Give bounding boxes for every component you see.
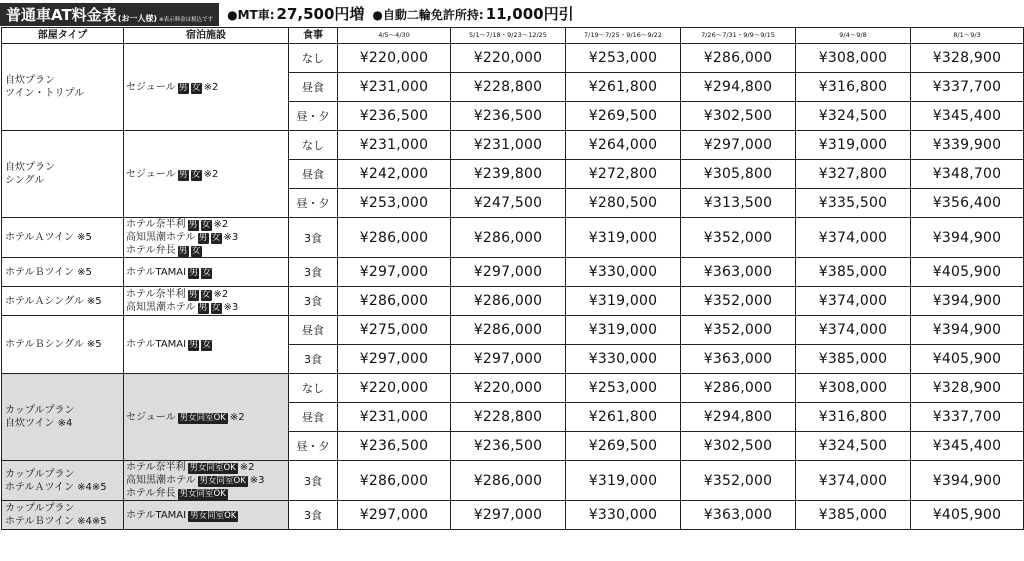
gender-badges: [186, 462, 238, 473]
price-cell: ¥385,000: [796, 258, 911, 287]
price-cell: ¥269,500: [566, 432, 681, 461]
gender-badges: [186, 510, 238, 521]
price-cell: ¥247,500: [451, 189, 566, 218]
table-row: [2, 258, 1024, 287]
gender-badge: 女: [201, 290, 211, 300]
table-row: [2, 374, 1024, 403]
footnote-ref: ※2: [229, 411, 245, 423]
hotel-name: ホテル弁長: [126, 488, 176, 499]
price-cell: ¥261,800: [566, 73, 681, 102]
meal-cell: 3食: [289, 345, 338, 374]
gender-badge: 男: [198, 233, 208, 243]
price-cell: ¥242,000: [338, 160, 451, 189]
hotel-name: ホテルTAMAI: [126, 266, 187, 278]
hotel-line: [126, 474, 288, 487]
price-cell: ¥319,000: [796, 131, 911, 160]
gender-badges: [186, 289, 212, 300]
price-cell: ¥348,700: [911, 160, 1024, 189]
hotel-name: セジュール: [126, 411, 176, 423]
tax-note: ※表示料金は税込です: [159, 17, 214, 23]
room-type-cell: [2, 218, 124, 258]
hotel-name: 高知黒潮ホテル: [126, 302, 196, 313]
accommodation-cell: [124, 461, 289, 501]
price-table: [1, 27, 1024, 530]
price-cell: ¥236,500: [338, 432, 451, 461]
hotel-name: 高知黒潮ホテル: [126, 475, 196, 486]
gender-badge: 男: [188, 220, 198, 230]
price-cell: ¥220,000: [338, 374, 451, 403]
price-cell: ¥374,000: [796, 461, 911, 501]
hotel-name: セジュール: [126, 168, 176, 180]
accommodation-cell: [124, 501, 289, 530]
hotel-line: [126, 301, 288, 314]
gender-badge: 男女同室OK: [199, 476, 246, 486]
meal-cell: 3食: [289, 461, 338, 501]
col-period-6: 8/1～9/3: [911, 28, 1024, 44]
price-cell: ¥286,000: [451, 461, 566, 501]
price-cell: ¥253,000: [338, 189, 451, 218]
gender-badges: [186, 219, 212, 230]
price-cell: ¥236,500: [451, 432, 566, 461]
meal-cell: 3食: [289, 501, 338, 530]
room-type-cell: [2, 374, 124, 461]
price-cell: ¥272,800: [566, 160, 681, 189]
hotel-name: ホテル弁長: [126, 245, 176, 256]
price-cell: ¥337,700: [911, 73, 1024, 102]
gender-badge: 男女同室OK: [179, 412, 226, 423]
price-cell: ¥394,900: [911, 218, 1024, 258]
price-cell: ¥313,500: [681, 189, 796, 218]
meal-cell: なし: [289, 131, 338, 160]
col-room-type: 部屋タイプ: [2, 28, 124, 44]
hotel-line: [126, 218, 288, 231]
gender-badges: [176, 245, 202, 256]
accommodation-cell: [124, 131, 289, 218]
table-row: [2, 316, 1024, 345]
gender-badge: 女: [191, 246, 201, 256]
price-cell: ¥335,500: [796, 189, 911, 218]
gender-badge: 男女同室OK: [179, 489, 226, 499]
room-type-cell: [2, 461, 124, 501]
hotel-name: ホテルTAMAI: [126, 509, 187, 521]
accommodation-cell: [124, 374, 289, 461]
price-cell: ¥339,900: [911, 131, 1024, 160]
gender-badge: 女: [201, 220, 211, 230]
price-cell: ¥269,500: [566, 102, 681, 131]
footnote-ref: ※2: [213, 219, 229, 230]
price-cell: ¥231,000: [338, 73, 451, 102]
price-cell: ¥330,000: [566, 501, 681, 530]
gender-badges: [176, 82, 202, 93]
gender-badges: [196, 475, 248, 486]
room-type-line: カップルプラン: [5, 468, 75, 480]
accommodation-cell: [124, 44, 289, 131]
meal-cell: 昼食: [289, 160, 338, 189]
mt-surcharge: [227, 3, 364, 24]
hotel-line: [126, 461, 288, 474]
hotel-line: [126, 231, 288, 244]
meal-cell: なし: [289, 374, 338, 403]
gender-badges: [176, 412, 228, 423]
room-type-line: ホテルＡツイン ※5: [5, 232, 92, 243]
room-type-line: ホテルＢツイン ※4※5: [5, 516, 107, 527]
price-cell: ¥302,500: [681, 102, 796, 131]
price-cell: ¥374,000: [796, 287, 911, 316]
license-discount: [372, 3, 573, 24]
price-cell: ¥286,000: [451, 218, 566, 258]
footnote-ref: ※3: [223, 302, 239, 313]
price-cell: ¥286,000: [338, 218, 451, 258]
table-row: [2, 44, 1024, 73]
price-cell: ¥297,000: [338, 345, 451, 374]
gender-badge: 男女同室OK: [189, 463, 236, 473]
room-type-cell: [2, 287, 124, 316]
price-cell: ¥316,800: [796, 73, 911, 102]
price-cell: ¥374,000: [796, 316, 911, 345]
meal-cell: 昼・夕: [289, 189, 338, 218]
room-type-line: ホテルＡシングル ※5: [5, 295, 102, 307]
room-type-line: ツイン・トリプル: [5, 88, 85, 99]
price-cell: ¥297,000: [451, 345, 566, 374]
hotel-line: [126, 168, 288, 181]
meal-cell: 昼・夕: [289, 102, 338, 131]
price-cell: ¥302,500: [681, 432, 796, 461]
gender-badge: 男: [178, 169, 188, 180]
col-period-3: 7/19～7/25・9/16～9/22: [566, 28, 681, 44]
meal-cell: 3食: [289, 218, 338, 258]
price-cell: ¥280,500: [566, 189, 681, 218]
price-cell: ¥374,000: [796, 218, 911, 258]
room-type-line: シングル: [5, 175, 45, 186]
footnote-ref: ※2: [213, 289, 229, 300]
room-type-cell: [2, 131, 124, 218]
price-cell: ¥286,000: [681, 374, 796, 403]
hotel-line: [126, 487, 288, 500]
price-cell: ¥239,800: [451, 160, 566, 189]
room-type-cell: [2, 501, 124, 530]
price-cell: ¥352,000: [681, 287, 796, 316]
hotel-line: [126, 411, 288, 424]
hotel-name: ホテル奈半利: [126, 462, 186, 473]
room-type-line: 自炊ツイン ※4: [5, 418, 73, 429]
col-period-5: 9/4～9/8: [796, 28, 911, 44]
page-title: 普通車AT料金表: [6, 6, 117, 24]
price-cell: ¥286,000: [338, 287, 451, 316]
price-cell: ¥363,000: [681, 501, 796, 530]
price-cell: ¥330,000: [566, 345, 681, 374]
meal-cell: 昼食: [289, 316, 338, 345]
hotel-line: [126, 509, 288, 522]
hotel-line: [126, 244, 288, 257]
price-cell: ¥363,000: [681, 345, 796, 374]
meal-cell: 3食: [289, 258, 338, 287]
price-cell: ¥319,000: [566, 287, 681, 316]
table-row: [2, 287, 1024, 316]
price-cell: ¥337,700: [911, 403, 1024, 432]
gender-badges: [196, 302, 222, 313]
accommodation-cell: [124, 316, 289, 374]
gender-badges: [176, 488, 228, 499]
hotel-name: 高知黒潮ホテル: [126, 232, 196, 243]
price-cell: ¥405,900: [911, 258, 1024, 287]
room-type-line: 自炊プラン: [5, 162, 55, 173]
footnote-ref: ※3: [249, 475, 265, 486]
gender-badge: 女: [211, 233, 221, 243]
price-cell: ¥352,000: [681, 316, 796, 345]
title-banner: [0, 3, 219, 26]
gender-badges: [196, 232, 222, 243]
hotel-name: セジュール: [126, 81, 176, 93]
price-cell: ¥394,900: [911, 287, 1024, 316]
col-period-2: 5/1～7/18・9/23～12/25: [451, 28, 566, 44]
price-cell: ¥328,900: [911, 374, 1024, 403]
accommodation-cell: [124, 287, 289, 316]
price-cell: ¥228,800: [451, 73, 566, 102]
price-cell: ¥297,000: [681, 131, 796, 160]
col-period-1: 4/5～4/30: [338, 28, 451, 44]
price-cell: ¥405,900: [911, 345, 1024, 374]
mt-label: ●MT車:: [227, 8, 275, 22]
price-cell: ¥264,000: [566, 131, 681, 160]
price-cell: ¥327,800: [796, 160, 911, 189]
price-cell: ¥253,000: [566, 374, 681, 403]
hotel-name: ホテル奈半利: [126, 219, 186, 230]
price-cell: ¥236,500: [338, 102, 451, 131]
room-type-cell: [2, 316, 124, 374]
price-cell: ¥308,000: [796, 44, 911, 73]
price-cell: ¥319,000: [566, 218, 681, 258]
mt-value: 27,500円増: [276, 5, 365, 23]
room-type-line: ホテルＢシングル ※5: [5, 339, 102, 350]
price-cell: ¥231,000: [338, 131, 451, 160]
footnote-ref: ※2: [203, 81, 219, 93]
table-row: [2, 131, 1024, 160]
meal-cell: 昼食: [289, 73, 338, 102]
price-cell: ¥275,000: [338, 316, 451, 345]
price-cell: ¥294,800: [681, 73, 796, 102]
table-row: [2, 218, 1024, 258]
meal-cell: 昼食: [289, 403, 338, 432]
hotel-line: [126, 288, 288, 301]
hotel-line: [126, 338, 288, 351]
price-cell: ¥324,500: [796, 102, 911, 131]
price-cell: ¥294,800: [681, 403, 796, 432]
price-cell: ¥236,500: [451, 102, 566, 131]
gender-badge: 女: [202, 267, 212, 278]
gender-badge: 男: [178, 246, 188, 256]
hotel-line: [126, 266, 288, 279]
license-value: 11,000円引: [485, 5, 574, 23]
col-accommodation: 宿泊施設: [124, 28, 289, 44]
price-cell: ¥363,000: [681, 258, 796, 287]
price-cell: ¥328,900: [911, 44, 1024, 73]
room-type-line: カップルプラン: [5, 503, 75, 514]
gender-badge: 男: [178, 82, 188, 93]
table-header-row: [2, 28, 1024, 44]
room-type-line: ホテルＡツイン ※4※5: [5, 481, 107, 493]
footnote-ref: ※2: [239, 462, 255, 473]
price-cell: ¥220,000: [338, 44, 451, 73]
meal-cell: なし: [289, 44, 338, 73]
col-meal: 食事: [289, 28, 338, 44]
price-cell: ¥356,400: [911, 189, 1024, 218]
hotel-name: ホテル奈半利: [126, 289, 186, 300]
price-cell: ¥286,000: [338, 461, 451, 501]
table-row: [2, 501, 1024, 530]
price-cell: ¥385,000: [796, 501, 911, 530]
price-cell: ¥220,000: [451, 44, 566, 73]
price-cell: ¥297,000: [338, 258, 451, 287]
meal-cell: 3食: [289, 287, 338, 316]
page-header: [0, 0, 1024, 27]
room-type-cell: [2, 258, 124, 287]
footnote-ref: ※3: [223, 232, 239, 243]
price-cell: ¥394,900: [911, 316, 1024, 345]
price-cell: ¥231,000: [451, 131, 566, 160]
gender-badge: 男女同室OK: [190, 510, 237, 521]
price-cell: ¥345,400: [911, 432, 1024, 461]
gender-badge: 女: [191, 169, 201, 180]
col-period-4: 7/26～7/31・9/9～9/15: [681, 28, 796, 44]
license-label: ●自動二輪免許所持:: [372, 8, 484, 22]
price-cell: ¥220,000: [451, 374, 566, 403]
meal-cell: 昼・夕: [289, 432, 338, 461]
gender-badges: [186, 267, 212, 278]
price-cell: ¥330,000: [566, 258, 681, 287]
room-type-line: ホテルＢツイン ※5: [5, 266, 92, 278]
accommodation-cell: [124, 258, 289, 287]
gender-badge: 女: [202, 340, 212, 350]
price-cell: ¥316,800: [796, 403, 911, 432]
room-type-line: 自炊プラン: [5, 75, 55, 86]
price-cell: ¥394,900: [911, 461, 1024, 501]
price-cell: ¥319,000: [566, 316, 681, 345]
price-cell: ¥405,900: [911, 501, 1024, 530]
price-cell: ¥345,400: [911, 102, 1024, 131]
gender-badge: 男: [189, 267, 199, 278]
gender-badge: 男: [188, 290, 198, 300]
price-cell: ¥308,000: [796, 374, 911, 403]
price-cell: ¥352,000: [681, 218, 796, 258]
gender-badge: 男: [189, 340, 199, 350]
price-cell: ¥385,000: [796, 345, 911, 374]
price-cell: ¥286,000: [681, 44, 796, 73]
price-cell: ¥352,000: [681, 461, 796, 501]
accommodation-cell: [124, 218, 289, 258]
table-body: [2, 44, 1024, 530]
price-cell: ¥297,000: [338, 501, 451, 530]
room-type-line: カップルプラン: [5, 405, 75, 416]
gender-badge: 女: [211, 303, 221, 313]
room-type-cell: [2, 44, 124, 131]
gender-badge: 男: [198, 303, 208, 313]
gender-badge: 女: [191, 82, 201, 93]
gender-badges: [186, 339, 212, 350]
gender-badges: [176, 169, 202, 180]
price-cell: ¥286,000: [451, 287, 566, 316]
footnote-ref: ※2: [203, 168, 219, 180]
price-cell: ¥231,000: [338, 403, 451, 432]
price-cell: ¥297,000: [451, 258, 566, 287]
table-row: [2, 461, 1024, 501]
title-subtitle: (お一人様): [117, 14, 157, 23]
hotel-name: ホテルTAMAI: [126, 339, 187, 350]
price-cell: ¥228,800: [451, 403, 566, 432]
price-cell: ¥253,000: [566, 44, 681, 73]
price-cell: ¥305,800: [681, 160, 796, 189]
price-cell: ¥297,000: [451, 501, 566, 530]
hotel-line: [126, 81, 288, 94]
price-cell: ¥324,500: [796, 432, 911, 461]
price-cell: ¥286,000: [451, 316, 566, 345]
price-cell: ¥319,000: [566, 461, 681, 501]
price-cell: ¥261,800: [566, 403, 681, 432]
